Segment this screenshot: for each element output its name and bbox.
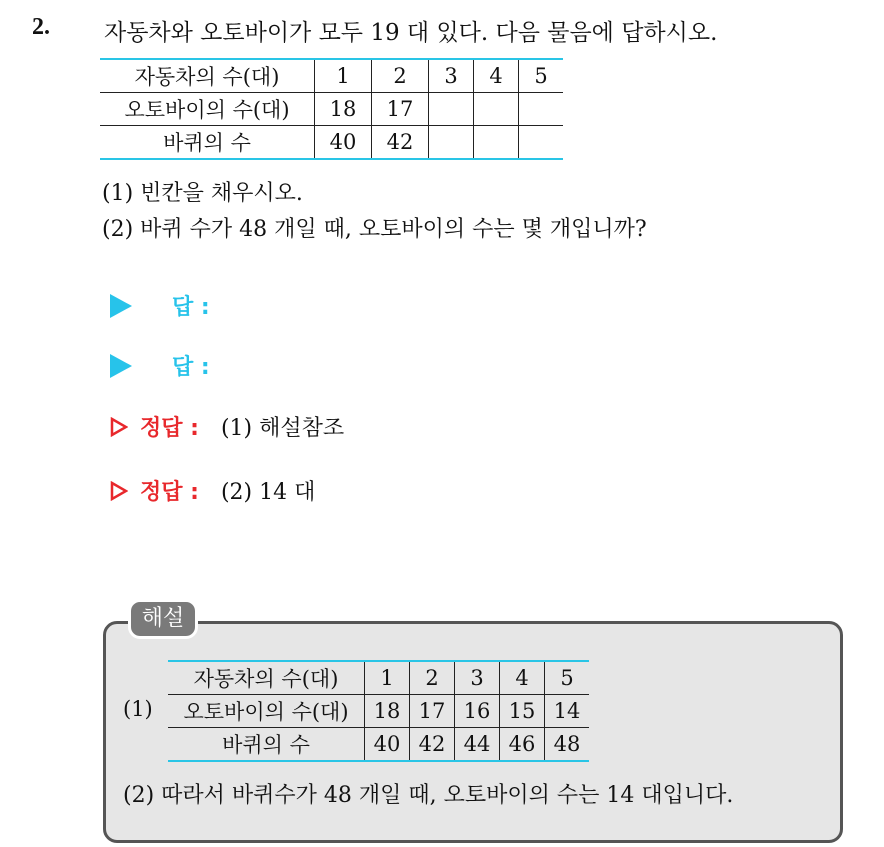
table-row-label: 자동차의 수(대) — [100, 59, 315, 93]
table-cell: 5 — [519, 59, 564, 93]
table-cell: 46 — [500, 728, 545, 762]
table-cell-blank[interactable] — [429, 126, 474, 160]
table-row-label: 오토바이의 수(대) — [168, 695, 365, 728]
table-cell: 40 — [315, 126, 372, 160]
correct-answer-row-1 — [110, 411, 344, 442]
explanation-tab: 해설 — [128, 599, 198, 639]
question-table — [100, 58, 563, 160]
table-cell: 2 — [372, 59, 429, 93]
explanation-table — [168, 660, 589, 762]
table-cell: 1 — [315, 59, 372, 93]
table-row-label: 오토바이의 수(대) — [100, 93, 315, 126]
table-cell: 4 — [500, 661, 545, 695]
table-cell: 17 — [372, 93, 429, 126]
table-row — [168, 661, 589, 695]
table-row — [168, 695, 589, 728]
table-cell-blank[interactable] — [474, 126, 519, 160]
table-row — [100, 59, 563, 93]
subquestion-1: (1) 빈칸을 채우시오. — [102, 181, 303, 206]
answer-label: 답 : — [172, 295, 210, 320]
table-cell-blank[interactable] — [519, 93, 564, 126]
table-cell: 42 — [372, 126, 429, 160]
table-row-label: 바퀴의 수 — [100, 126, 315, 160]
correct-answer-row-2 — [110, 475, 315, 506]
question-text: 자동차와 오토바이가 모두 19 대 있다. 다음 물음에 답하시오. — [104, 20, 718, 46]
outline-triangle-icon — [110, 417, 128, 437]
table-cell: 18 — [315, 93, 372, 126]
table-cell-blank[interactable] — [474, 93, 519, 126]
answer-label: 답 : — [172, 355, 210, 380]
table-row — [100, 93, 563, 126]
question-number: 2. — [32, 14, 50, 40]
table-cell: 44 — [455, 728, 500, 762]
play-triangle-icon — [110, 294, 132, 318]
answer-row-2[interactable] — [110, 350, 210, 381]
answer-row-1[interactable] — [110, 290, 210, 321]
correct-label: 정답 : — [140, 480, 199, 505]
table-cell: 40 — [365, 728, 410, 762]
play-triangle-icon — [110, 354, 132, 378]
table-cell: 15 — [500, 695, 545, 728]
table-cell: 17 — [410, 695, 455, 728]
table-cell: 1 — [365, 661, 410, 695]
table-cell: 5 — [545, 661, 590, 695]
correct-answer-value: (1) 해설참조 — [220, 416, 345, 441]
table-row-label: 자동차의 수(대) — [168, 661, 365, 695]
table-cell: 14 — [545, 695, 590, 728]
subquestion-2: (2) 바퀴 수가 48 개일 때, 오토바이의 수는 몇 개입니까? — [102, 217, 647, 242]
table-row-label: 바퀴의 수 — [168, 728, 365, 762]
table-cell: 18 — [365, 695, 410, 728]
table-cell: 3 — [455, 661, 500, 695]
table-cell: 3 — [429, 59, 474, 93]
correct-answer-value: (2) 14 대 — [220, 480, 316, 505]
table-cell: 4 — [474, 59, 519, 93]
outline-triangle-icon — [110, 481, 128, 501]
table-cell: 2 — [410, 661, 455, 695]
table-row — [100, 126, 563, 160]
table-cell-blank[interactable] — [429, 93, 474, 126]
explanation-part2: (2) 따라서 바퀴수가 48 개일 때, 오토바이의 수는 14 대입니다. — [123, 783, 734, 808]
table-cell: 42 — [410, 728, 455, 762]
table-cell-blank[interactable] — [519, 126, 564, 160]
table-row — [168, 728, 589, 762]
table-cell: 48 — [545, 728, 590, 762]
explanation-part1-label: (1) — [123, 697, 153, 721]
correct-label: 정답 : — [140, 416, 199, 441]
table-cell: 16 — [455, 695, 500, 728]
